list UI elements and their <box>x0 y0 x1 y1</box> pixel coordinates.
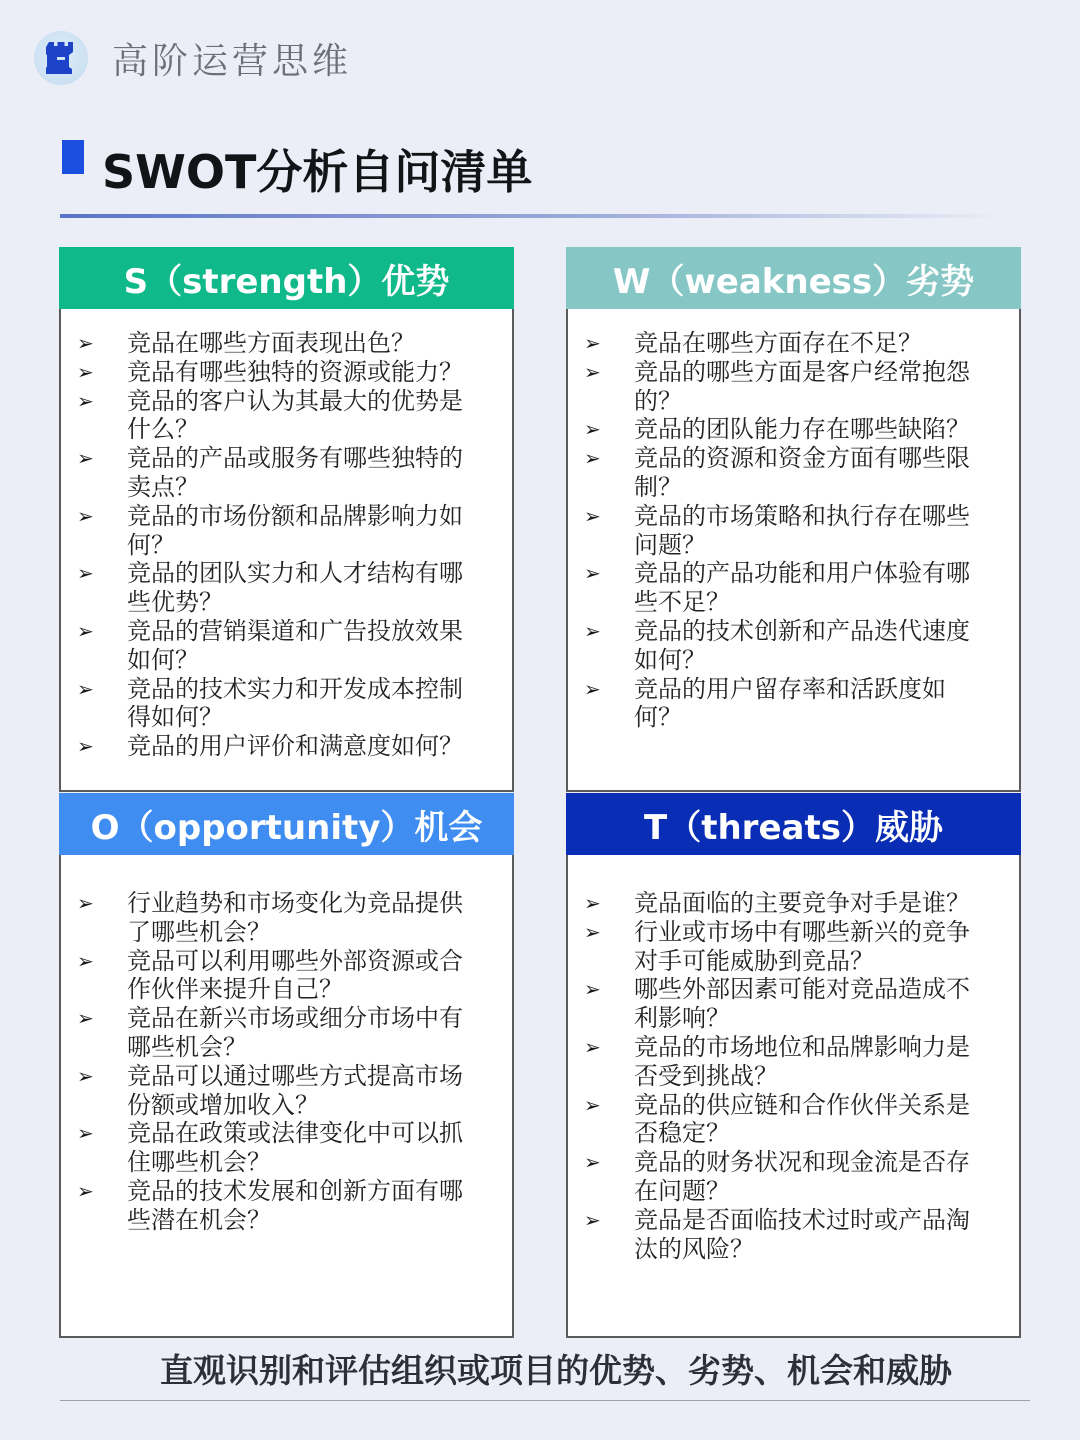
bullet-arrow-icon: ➢ <box>584 417 601 442</box>
quadrant-strength-title: S（strength）优势 <box>123 261 450 302</box>
bullet-arrow-icon: ➢ <box>584 618 601 643</box>
list-item-text: 竞品在哪些方面存在不足？ <box>634 329 922 357</box>
list-item <box>582 675 989 733</box>
list-item-text: 哪些外部因素可能对竞品造成不利影响？ <box>634 975 970 1033</box>
brand-header <box>34 30 352 86</box>
quadrant-strength <box>59 247 514 792</box>
quadrant-threats-list <box>566 855 1021 1338</box>
list-item-text: 竞品的市场策略和执行存在哪些问题？ <box>634 501 970 559</box>
list-item <box>582 444 989 502</box>
list-item-text: 竞品的技术实力和开发成本控制得如何？ <box>127 674 463 732</box>
bullet-arrow-icon: ➢ <box>77 561 94 586</box>
bullet-arrow-icon: ➢ <box>584 446 601 471</box>
list-item-text: 竞品的市场份额和品牌影响力如何？ <box>127 501 463 559</box>
list-item <box>75 1004 482 1062</box>
bullet-arrow-icon: ➢ <box>77 1063 94 1088</box>
brand-name: 高阶运营思维 <box>112 40 353 82</box>
list-item-text: 竞品的哪些方面是客户经常抱怨的？ <box>634 357 970 415</box>
quadrant-weakness-title: W（weakness）劣势 <box>612 261 975 302</box>
list-item <box>75 889 482 947</box>
bullet-arrow-icon: ➢ <box>77 948 94 973</box>
bullet-arrow-icon: ➢ <box>584 331 601 355</box>
list-item <box>582 1091 989 1149</box>
list-item-text: 竞品的产品或服务有哪些独特的卖点？ <box>127 444 463 501</box>
list-item <box>582 329 989 358</box>
quadrant-threats-header <box>566 793 1021 855</box>
list-item-text: 竞品在政策或法律变化中可以抓住哪些机会？ <box>127 1119 463 1177</box>
list-item-text: 竞品的团队实力和人才结构有哪些优势？ <box>127 559 463 617</box>
list-item-text: 竞品的营销渠道和广告投放效果如何？ <box>127 616 463 674</box>
list-item <box>75 444 482 502</box>
bullet-arrow-icon: ➢ <box>584 1034 601 1059</box>
list-item-text: 竞品是否面临技术过时或产品淘汰的风险？ <box>634 1205 970 1263</box>
list-item-text: 行业趋势和市场变化为竞品提供了哪些机会？ <box>127 889 463 946</box>
bullet-arrow-icon: ➢ <box>77 1178 94 1203</box>
chess-rook-icon <box>34 31 88 85</box>
list-item-text: 竞品的财务状况和现金流是否存在问题？ <box>634 1148 970 1205</box>
list-item <box>75 675 482 733</box>
list-item-text: 行业或市场中有哪些新兴的竞争对手可能威胁到竞品？ <box>634 917 970 975</box>
bullet-arrow-icon: ➢ <box>584 977 601 1002</box>
bullet-arrow-icon: ➢ <box>584 503 601 528</box>
bullet-arrow-icon: ➢ <box>584 676 601 701</box>
list-item-text: 竞品的资源和资金方面有哪些限制？ <box>634 444 970 501</box>
list-item-text: 竞品的用户评价和满意度如何？ <box>127 732 463 761</box>
bullet-arrow-icon: ➢ <box>584 891 601 915</box>
quadrant-strength-list <box>59 309 514 792</box>
bullet-arrow-icon: ➢ <box>77 359 94 384</box>
bullet-arrow-icon: ➢ <box>77 734 94 759</box>
list-item-text: 竞品的客户认为其最大的优势是什么？ <box>127 386 463 444</box>
quadrant-weakness-header <box>566 247 1021 309</box>
quadrant-weakness-list <box>566 309 1021 792</box>
list-item <box>582 358 989 416</box>
list-item-text: 竞品的产品功能和用户体验有哪些不足？ <box>634 559 970 617</box>
bullet-arrow-icon: ➢ <box>77 446 94 471</box>
list-item <box>75 1062 482 1120</box>
title-accent-bar <box>62 140 84 174</box>
list-item <box>582 415 989 444</box>
quadrant-threats-title: T（threats）威胁 <box>644 807 943 848</box>
quadrant-opportunity-title: O（opportunity）机会 <box>90 807 483 848</box>
bullet-arrow-icon: ➢ <box>77 331 94 355</box>
bullet-arrow-icon: ➢ <box>77 676 94 701</box>
quadrant-weakness <box>566 247 1021 792</box>
list-item-text: 竞品的市场地位和品牌影响力是否受到挑战？ <box>634 1032 970 1090</box>
list-item <box>582 975 989 1033</box>
list-item <box>582 1148 989 1206</box>
bullet-arrow-icon: ➢ <box>77 891 94 915</box>
list-item-text: 竞品的技术创新和产品迭代速度如何？ <box>634 616 970 674</box>
list-item <box>75 502 482 560</box>
list-item <box>582 617 989 675</box>
list-item <box>75 1119 482 1177</box>
title-divider <box>60 214 1004 218</box>
list-item <box>75 329 482 358</box>
quadrant-opportunity <box>59 793 514 1338</box>
bullet-arrow-icon: ➢ <box>77 618 94 643</box>
list-item-text: 竞品有哪些独特的资源或能力？ <box>127 357 463 386</box>
list-item <box>75 387 482 445</box>
list-item-text: 竞品的技术发展和创新方面有哪些潜在机会？ <box>127 1176 463 1234</box>
list-item <box>582 1206 989 1264</box>
bullet-arrow-icon: ➢ <box>584 919 601 944</box>
bullet-arrow-icon: ➢ <box>584 1150 601 1175</box>
list-item <box>75 617 482 675</box>
list-item <box>582 1033 989 1091</box>
list-item-text: 竞品面临的主要竞争对手是谁？ <box>634 889 970 917</box>
quadrant-opportunity-list <box>59 855 514 1338</box>
list-item <box>582 559 989 617</box>
quadrant-opportunity-header <box>59 793 514 855</box>
list-item <box>75 947 482 1005</box>
bullet-arrow-icon: ➢ <box>584 561 601 586</box>
list-item-text: 竞品可以通过哪些方式提高市场份额或增加收入？ <box>127 1061 463 1119</box>
bullet-arrow-icon: ➢ <box>77 1006 94 1031</box>
bullet-arrow-icon: ➢ <box>77 388 94 413</box>
footer-divider <box>60 1400 1030 1401</box>
list-item <box>75 1177 482 1235</box>
bullet-arrow-icon: ➢ <box>77 1121 94 1146</box>
bullet-arrow-icon: ➢ <box>584 1207 601 1232</box>
list-item <box>582 889 989 918</box>
bullet-arrow-icon: ➢ <box>584 1092 601 1117</box>
list-item <box>582 918 989 976</box>
bullet-arrow-icon: ➢ <box>77 503 94 528</box>
list-item <box>75 358 482 387</box>
list-item-text: 竞品可以利用哪些外部资源或合作伙伴来提升自己？ <box>127 946 463 1004</box>
list-item <box>582 502 989 560</box>
list-item <box>75 559 482 617</box>
list-item-text: 竞品在哪些方面表现出色？ <box>127 329 415 357</box>
bullet-arrow-icon: ➢ <box>584 359 601 384</box>
page-title: SWOT分析自问清单 <box>102 145 533 199</box>
footer-summary: 直观识别和评估组织或项目的优势、劣势、机会和威胁 <box>160 1351 952 1390</box>
quadrant-threats <box>566 793 1021 1338</box>
list-item <box>75 732 482 761</box>
list-item-text: 竞品的团队能力存在哪些缺陷？ <box>634 415 970 444</box>
list-item-text: 竞品的供应链和合作伙伴关系是否稳定？ <box>634 1090 970 1148</box>
quadrant-strength-header <box>59 247 514 309</box>
list-item-text: 竞品的用户留存率和活跃度如何？ <box>634 674 946 732</box>
list-item-text: 竞品在新兴市场或细分市场中有哪些机会？ <box>127 1004 463 1061</box>
